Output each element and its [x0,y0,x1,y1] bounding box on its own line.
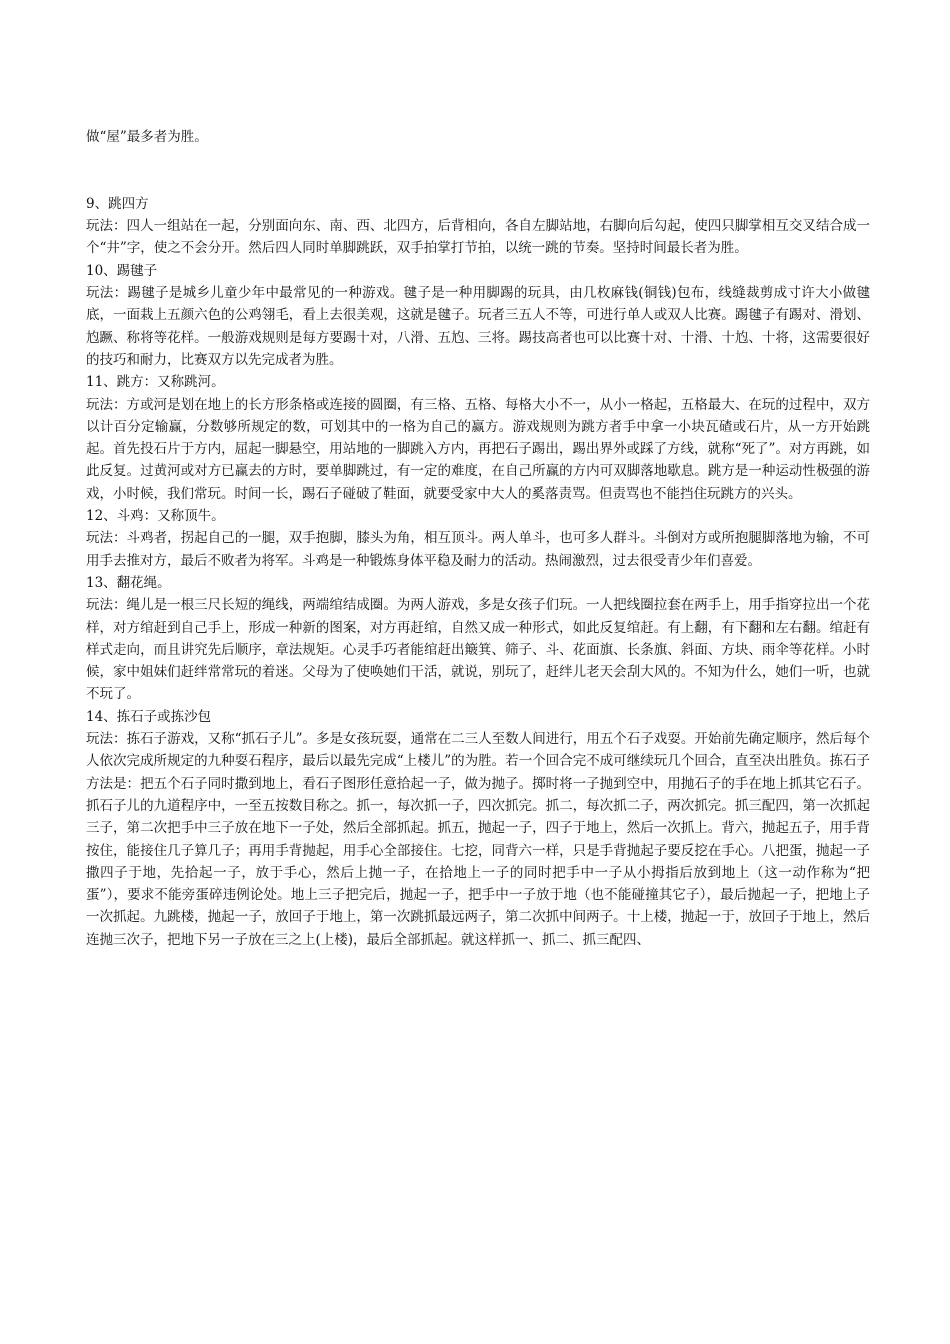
section-heading: 14、拣石子或拣沙包 [86,708,212,725]
section-9 [86,193,870,260]
section-heading: 9、跳四方 [86,195,149,212]
section-heading: 10、踢毽子 [86,262,158,279]
section-body: 玩法：方或河是划在地上的长方形条格或连接的圆圈，有三格、五格、每格大小不一，从小一格起，五格最大、在玩的过程中，双方以计百分定输赢，分数够所规定的数，可划其中的一格为自己的赢方。游戏规则为跳方者手中拿一小块瓦碴或石片，从一方开始跳起。首先投石片于方内，屈起一脚悬空，用站地的一脚跳入方内，再把石子踢出，踢出界外或踩了方线，就称“死了”。对方再跳，如此反复。过黄河或对方已赢去的方时，要单脚跳过，有一定的难度，在自己所赢的方内可双脚落地歇息。跳方是一种运动性极强的游戏，小时候，我们常玩。时间一长，踢石子碰破了鞋面，就要受家中大人的奚落责骂。但责骂也不能挡住玩跳方的兴头。 [86,396,870,502]
section-body: 玩法：踢毽子是城乡儿童少年中最常见的一种游戏。毽子是一种用脚踢的玩具，由几枚麻钱(铜钱)包布，线缝裁剪成寸许大小做毽底，一面栽上五颜六色的公鸡翎毛，看上去很美观，这就是毽子。玩者三五人不等，可进行单人或双人比赛。踢毽子有踢对、滑划、尥蹶、称将等花样。一般游戏规则是每方要踢十对，八滑、五尥、三将。踢技高者也可以比赛十对、十滑、十尥、十将，这需要很好的技巧和耐力，比赛双方以先完成者为胜。 [86,285,870,368]
section-body: 玩法：绳儿是一根三尺长短的绳线，两端绾结成圈。为两人游戏，多是女孩子们玩。一人把线圈拉套在两手上，用手指穿拉出一个花样，对方绾赶到自己手上，形成一种新的图案，对方再赶绾，自然又成一种形式，如此反复绾赶。有上翻，有下翻和左右翻。绾赶有样式走向，而且讲究先后顺序，章法规矩。心灵手巧者能绾赶出簸箕、筛子、斗、花面旗、长条旗、斜面、方块、雨伞等花样。小时候，家中姐妹们赶绊常常玩的着迷。父母为了使唤她们干活，就说，别玩了，赶绊儿老天会刮大风的。不知为什么，她们一听，也就不玩了。 [86,597,870,703]
section-10 [86,260,870,371]
section-13 [86,572,870,706]
section-body: 玩法：斗鸡者，拐起自己的一腿，双手抱脚，膝头为角，相互顶斗。两人单斗，也可多人群斗。斗倒对方或所抱腿脚落地为输，不可用手去推对方，最后不败者为将军。斗鸡是一种锻炼身体平稳及耐力的活动。热闹激烈，过去很受青少年们喜爱。 [86,530,870,569]
section-11 [86,371,870,505]
section-heading: 12、斗鸡：又称顶牛。 [86,508,225,525]
intro-paragraph: 做“屋”最多者为胜。 [86,129,208,145]
section-14 [86,706,870,951]
section-body: 玩法：四人一组站在一起，分别面向东、南、西、北四方，后背相向，各自左脚站地，右脚向后勾起，使四只脚掌相互交叉结合成一个“井”字，使之不会分开。然后四人同时单脚跳跃，双手拍掌打节拍，以统一跳的节奏。坚持时间最长者为胜。 [86,218,870,257]
section-12 [86,505,870,572]
section-heading: 11、跳方：又称跳河。 [86,374,225,391]
section-body: 玩法：拣石子游戏，又称“抓石子儿”。多是女孩玩耍，通常在二三人至数人间进行，用五个石子戏耍。开始前先确定顺序，然后每个人依次完成所规定的九种耍石程序，最后以最先完成“上楼儿”的为胜。若一个回合完不成可继续玩几个回合，直至决出胜负。拣石子方法是：把五个石子同时撒到地上，看石子图形任意拾起一子，做为抛子。掷时将一子抛到空中，用抛石子的手在地上抓其它石子。抓石子儿的九道程序中，一至五按数目称之。抓一，每次抓一子，四次抓完。抓二，每次抓二子，两次抓完。抓三配四，第一次抓起三子，第二次把手中三子放在地下一子处，然后全部抓起。抓五，抛起一子，四子于地上，然后一次抓上。背六，抛起五子，用手背按住，能接住几子算几子；再用手背抛起，用手心全部接住。七挖，同背六一样，只是手背抛起子要反挖在手心。八把蛋，抛起一子撒四子于地，先拾起一子，放于手心，然后上抛一子，在拾地上一子的同时把手中一子从小拇指后放到地上（这一动作称为“把蛋”），要求不能旁蛋碎违例论处。地上三子把完后，抛起一子，把手中一子放于地（也不能碰撞其它子），最后抛起一子，把地上子一次抓起。九跳楼，抛起一子，放回子于地上，第一次跳抓最远两子，第二次抓中间两子。十上楼，抛起一于，放回子于地上，然后连抛三次子，把地下另一子放在三之上(上楼)，最后全部抓起。就这样抓一、抓二、抓三配四、 [86,731,870,948]
section-heading: 13、翻花绳。 [86,574,171,591]
paragraph-gap [86,148,870,193]
